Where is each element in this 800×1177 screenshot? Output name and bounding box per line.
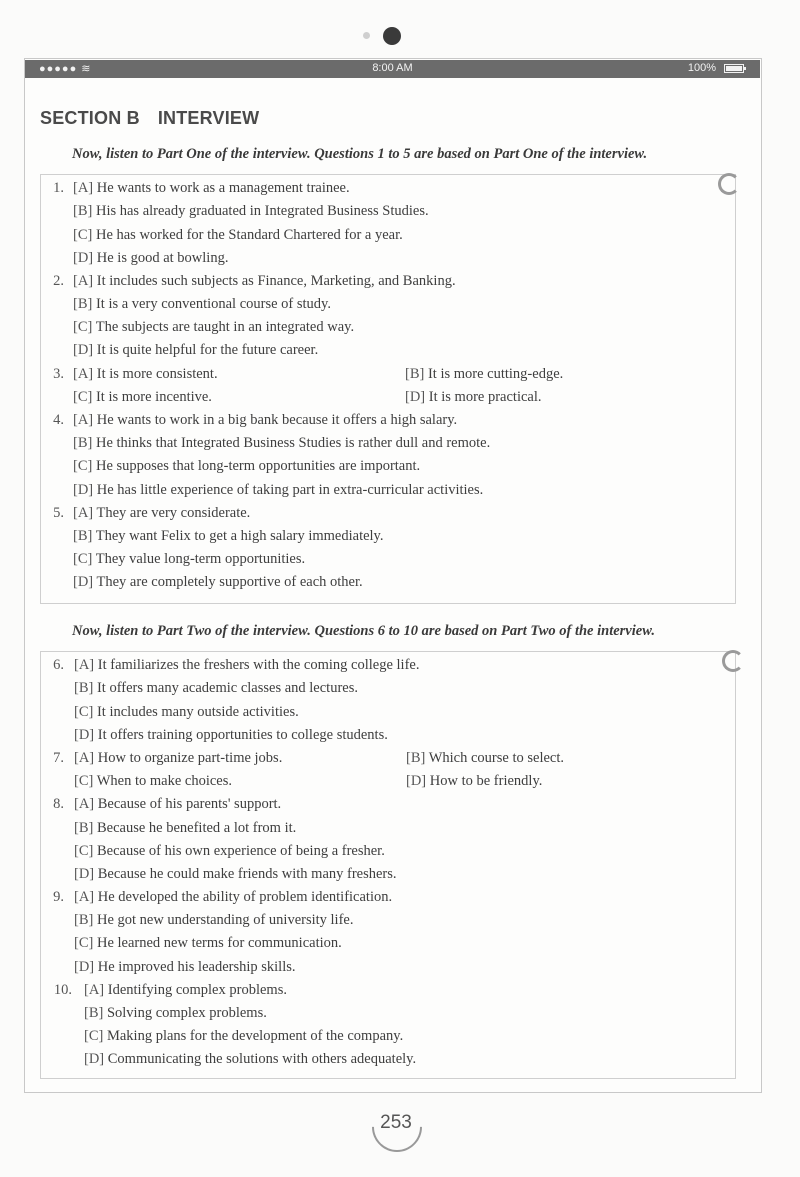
question-number: 10.	[53, 982, 72, 998]
binder-ring-icon	[718, 173, 740, 195]
question-number: 4.	[53, 412, 64, 428]
option-label: [B]	[84, 1005, 104, 1021]
option-text: They are very considerate.	[96, 505, 251, 521]
option-text: It is more practical.	[428, 389, 542, 405]
option-line[interactable]	[73, 203, 429, 220]
camera-sensor-icon	[363, 32, 370, 39]
option-text: Because of his own experience of being a fresher.	[96, 843, 385, 859]
option-text: It offers training opportunities to college students.	[97, 727, 388, 743]
option-label: [A]	[73, 505, 94, 521]
option-text: Solving complex problems.	[106, 1005, 267, 1021]
option-label: [D]	[405, 389, 426, 405]
option-line[interactable]	[74, 680, 358, 697]
option-line[interactable]	[73, 435, 490, 452]
option-line[interactable]	[405, 389, 542, 406]
option-label: [B]	[74, 820, 94, 836]
option-line[interactable]	[74, 912, 353, 929]
option-label: [B]	[405, 366, 425, 382]
option-text: Which course to select.	[428, 750, 564, 766]
option-label: [C]	[73, 458, 93, 474]
binder-ring-icon	[722, 650, 744, 672]
option-text: They are completely supportive of each other.	[96, 574, 363, 590]
option-label: [D]	[73, 250, 94, 266]
option-line[interactable]	[74, 959, 296, 976]
option-label: [D]	[74, 959, 95, 975]
option-label: [D]	[406, 773, 427, 789]
option-text: He learned new terms for communication.	[96, 935, 342, 951]
option-text: It is a very conventional course of study.	[95, 296, 331, 312]
option-line[interactable]	[73, 319, 354, 336]
option-line[interactable]	[73, 505, 250, 522]
option-label: [A]	[73, 412, 94, 428]
option-line[interactable]	[73, 482, 483, 499]
option-text: It includes many outside activities.	[96, 704, 299, 720]
option-text: It is quite helpful for the future career.	[96, 342, 319, 358]
option-line[interactable]	[84, 1028, 403, 1045]
camera-icon	[383, 27, 401, 45]
option-text: It familiarizes the freshers with the coming college life.	[97, 657, 420, 673]
option-label: [C]	[74, 935, 94, 951]
section-title	[40, 108, 259, 129]
option-label: [D]	[73, 342, 94, 358]
option-text: He has little experience of taking part in extra-curricular activities.	[96, 482, 484, 498]
instruction-part-one: Now, listen to Part One of the interview. Questions 1 to 5 are based on Part One of the interview.	[72, 146, 648, 162]
question-number: 7.	[53, 750, 64, 766]
option-line[interactable]	[74, 820, 296, 837]
option-line[interactable]	[73, 296, 331, 313]
option-label: [B]	[406, 750, 426, 766]
option-label: [A]	[73, 366, 94, 382]
option-label: [B]	[73, 296, 93, 312]
status-bar	[25, 60, 760, 78]
option-label: [A]	[74, 889, 95, 905]
option-text: He supposes that long-term opportunities are important.	[95, 458, 421, 474]
option-line[interactable]	[73, 250, 228, 267]
option-text: It is more consistent.	[96, 366, 218, 382]
signal-wifi-icon: ●●●●● ≋	[39, 63, 92, 75]
option-label: [B]	[73, 528, 93, 544]
option-line[interactable]	[405, 366, 563, 383]
option-line[interactable]	[74, 843, 385, 860]
option-line[interactable]	[74, 750, 282, 767]
option-label: [A]	[74, 796, 95, 812]
option-text: When to make choices.	[96, 773, 232, 789]
option-text: They value long-term opportunities.	[95, 551, 306, 567]
option-text: It is more cutting-edge.	[427, 366, 564, 382]
option-line[interactable]	[73, 551, 305, 568]
option-label: [A]	[84, 982, 105, 998]
option-line[interactable]	[74, 796, 281, 813]
question-number: 1.	[53, 180, 64, 196]
option-line[interactable]	[84, 982, 287, 999]
option-label: [D]	[84, 1051, 105, 1067]
option-text: How to organize part-time jobs.	[97, 750, 283, 766]
section-label: SECTION B	[40, 108, 140, 128]
option-line[interactable]	[406, 750, 564, 767]
option-line[interactable]	[73, 180, 350, 197]
question-number: 6.	[53, 657, 64, 673]
option-line[interactable]	[74, 866, 397, 883]
option-text: The subjects are taught in an integrated way.	[95, 319, 355, 335]
option-text: Because he benefited a lot from it.	[96, 820, 297, 836]
option-label: [D]	[73, 574, 94, 590]
option-label: [A]	[74, 750, 95, 766]
option-line[interactable]	[73, 273, 456, 290]
option-label: [C]	[73, 551, 93, 567]
option-text: Identifying complex problems.	[107, 982, 287, 998]
option-text: Communicating the solutions with others adequately.	[107, 1051, 417, 1067]
question-number: 8.	[53, 796, 64, 812]
option-text: He wants to work in a big bank because it offers a high salary.	[96, 412, 458, 428]
option-label: [C]	[84, 1028, 104, 1044]
option-label: [B]	[74, 680, 94, 696]
section-name: INTERVIEW	[157, 108, 260, 128]
option-label: [C]	[74, 843, 94, 859]
option-line[interactable]	[73, 366, 218, 383]
page-number: 253	[380, 1112, 412, 1133]
option-text: It offers many academic classes and lectures.	[96, 680, 358, 696]
option-line[interactable]	[73, 574, 363, 591]
option-label: [A]	[73, 273, 94, 289]
option-text: He is good at bowling.	[96, 250, 229, 266]
option-line[interactable]	[74, 889, 392, 906]
option-line[interactable]	[84, 1051, 416, 1068]
option-text: Because he could make friends with many freshers.	[97, 866, 397, 882]
question-number: 5.	[53, 505, 64, 521]
option-label: [A]	[73, 180, 94, 196]
option-label: [C]	[74, 773, 94, 789]
option-label: [C]	[73, 389, 93, 405]
question-number: 9.	[53, 889, 64, 905]
option-text: It is more incentive.	[95, 389, 212, 405]
option-line[interactable]	[73, 412, 457, 429]
option-label: [C]	[73, 319, 93, 335]
option-label: [D]	[74, 727, 95, 743]
option-text: They want Felix to get a high salary immediately.	[95, 528, 384, 544]
option-line[interactable]	[73, 458, 420, 475]
option-label: [C]	[73, 227, 93, 243]
option-text: Because of his parents' support.	[97, 796, 282, 812]
option-label: [C]	[74, 704, 94, 720]
option-text: He got new understanding of university life.	[96, 912, 354, 928]
option-label: [D]	[74, 866, 95, 882]
option-line[interactable]	[74, 657, 419, 674]
instruction-part-two: Now, listen to Part Two of the interview. Questions 6 to 10 are based on Part Two of the interview.	[72, 623, 655, 639]
question-number: 3.	[53, 366, 64, 382]
option-text: How to be friendly.	[429, 773, 543, 789]
question-number: 2.	[53, 273, 64, 289]
option-line[interactable]	[73, 342, 318, 359]
option-line[interactable]	[406, 773, 542, 790]
option-text: He wants to work as a management trainee.	[96, 180, 350, 196]
battery-icon	[724, 64, 744, 73]
option-text: He thinks that Integrated Business Studies is rather dull and remote.	[95, 435, 491, 451]
option-label: [B]	[73, 435, 93, 451]
option-line[interactable]	[73, 227, 403, 244]
option-line[interactable]	[73, 528, 384, 545]
option-text: He improved his leadership skills.	[97, 959, 296, 975]
option-line[interactable]	[73, 389, 212, 406]
option-label: [B]	[74, 912, 94, 928]
option-text: He developed the ability of problem identification.	[97, 889, 393, 905]
option-text: It includes such subjects as Finance, Marketing, and Banking.	[96, 273, 456, 289]
option-line[interactable]	[84, 1005, 267, 1022]
option-label: [A]	[74, 657, 95, 673]
option-line[interactable]	[74, 704, 299, 721]
option-line[interactable]	[74, 935, 342, 952]
option-label: [B]	[73, 203, 93, 219]
option-line[interactable]	[74, 773, 232, 790]
battery-percentage: 100%	[687, 62, 716, 74]
option-text: Making plans for the development of the company.	[106, 1028, 404, 1044]
option-text: His has already graduated in Integrated Business Studies.	[95, 203, 429, 219]
option-line[interactable]	[74, 727, 388, 744]
option-label: [D]	[73, 482, 94, 498]
status-time: 8:00 AM	[372, 62, 413, 74]
option-text: He has worked for the Standard Chartered for a year.	[95, 227, 403, 243]
